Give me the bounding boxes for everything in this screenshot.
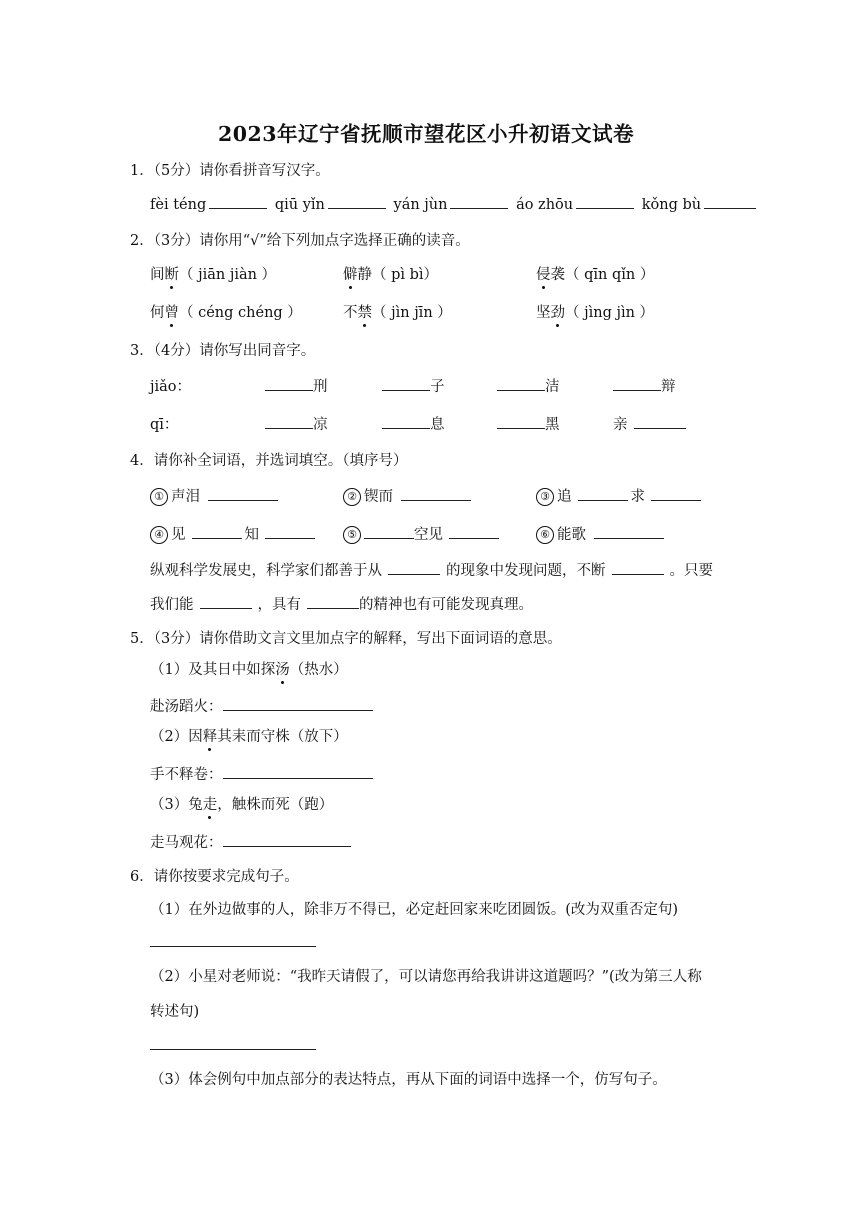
answer-line[interactable] xyxy=(150,946,316,947)
q4-item-4: ④ 见 知 xyxy=(150,523,318,544)
answer-blank[interactable] xyxy=(704,194,756,209)
q3-item: 辩 xyxy=(613,375,676,396)
answer-blank[interactable] xyxy=(364,524,414,539)
q5-answer-1: 赴汤蹈火： xyxy=(150,695,373,716)
answer-blank[interactable] xyxy=(449,524,499,539)
answer-blank[interactable] xyxy=(594,524,664,539)
pinyin-1: fèi téng xyxy=(150,197,207,213)
pinyin-5: kǒng bù xyxy=(641,197,702,213)
q2-item[interactable]: 侵袭（ qīn qǐn ） xyxy=(536,263,654,284)
q3-item: 凉 xyxy=(265,413,328,434)
q2-item[interactable]: 间断（ jiān jiàn ） xyxy=(150,263,276,284)
answer-blank[interactable] xyxy=(651,486,701,501)
q4-item-1: ① 声泪 xyxy=(150,485,281,506)
q3-item: 刑 xyxy=(265,375,328,396)
answer-blank[interactable] xyxy=(223,764,373,779)
q6-sentence-2: （2）小星对老师说：“我昨天请假了，可以请您再给我讲讲这道题吗？”(改为第三人称 xyxy=(150,969,702,985)
q6-sentence-2-cont: 转述句) xyxy=(150,1004,200,1020)
q4-item-5: ⑤ 空见 xyxy=(343,523,502,544)
q2-item[interactable]: 何曾（ céng chéng ） xyxy=(150,301,302,322)
q5-answer-2: 手不释卷： xyxy=(150,763,373,784)
q3-item: 黑 xyxy=(497,413,560,434)
answer-blank[interactable] xyxy=(208,486,278,501)
q4-paragraph-line1: 纵观科学发展史，科学家们都善于从 的现象中发现问题，不断 。只要 xyxy=(150,559,713,580)
answer-blank[interactable] xyxy=(328,194,386,209)
answer-blank[interactable] xyxy=(223,832,351,847)
answer-blank[interactable] xyxy=(576,194,634,209)
answer-blank[interactable] xyxy=(192,524,242,539)
q3-label: qī： xyxy=(150,417,179,433)
answer-blank[interactable] xyxy=(223,696,373,711)
q3-item: 子 xyxy=(382,375,445,396)
answer-blank[interactable] xyxy=(382,376,430,391)
answer-blank[interactable] xyxy=(497,414,545,429)
q3-item: 洁 xyxy=(497,375,560,396)
answer-line[interactable] xyxy=(150,1049,316,1050)
answer-blank[interactable] xyxy=(265,376,313,391)
q2-item[interactable]: 僻静（ pì bì） xyxy=(343,263,438,284)
q1-stem: 1．（5分）请你看拼音写汉字。 xyxy=(130,163,330,179)
q5-sentence-1: （1）及其日中如探汤（热水） xyxy=(150,658,348,679)
answer-blank[interactable] xyxy=(401,486,471,501)
pinyin-4: áo zhōu xyxy=(516,197,574,213)
q4-item-6: ⑥ 能歌 xyxy=(536,523,667,544)
answer-blank[interactable] xyxy=(265,524,315,539)
q3-item: 息 xyxy=(382,413,445,434)
q4-item-3: ③ 追 求 xyxy=(536,485,704,506)
q6-sentence-1: （1）在外边做事的人，除非万不得已，必定赶回家来吃团圆饭。(改为双重否定句) xyxy=(150,902,679,918)
answer-blank[interactable] xyxy=(497,376,545,391)
q6-stem: 6．请你按要求完成句子。 xyxy=(130,869,299,885)
q1-pinyin-row xyxy=(150,194,759,213)
q3-stem: 3．（4分）请你写出同音字。 xyxy=(130,343,316,359)
q2-stem: 2．（3分）请你用“√”给下列加点字选择正确的读音。 xyxy=(130,233,470,249)
q5-answer-3: 走马观花： xyxy=(150,831,351,852)
answer-blank[interactable] xyxy=(388,560,440,575)
answer-blank[interactable] xyxy=(265,414,313,429)
q4-stem: 4．请你补全词语，并选词填空。（填序号） xyxy=(130,453,408,469)
q3-item: 亲 xyxy=(613,413,689,434)
answer-blank[interactable] xyxy=(613,376,661,391)
pinyin-3: yán jùn xyxy=(393,197,448,213)
pinyin-2: qiū yǐn xyxy=(274,197,325,213)
answer-blank[interactable] xyxy=(578,486,628,501)
answer-blank[interactable] xyxy=(307,594,359,609)
q5-sentence-3: （3）兔走，触株而死（跑） xyxy=(150,793,333,814)
q6-sentence-3: （3）体会例句中加点部分的表达特点，再从下面的词语中选择一个，仿写句子。 xyxy=(150,1072,667,1088)
q5-sentence-2: （2）因释其耒而守株（放下） xyxy=(150,725,348,746)
q3-label: jiǎo： xyxy=(150,379,192,395)
q5-stem: 5．（3分）请你借助文言文里加点字的解释，写出下面词语的意思。 xyxy=(130,631,562,647)
q2-item[interactable]: 坚劲（ jìng jìn ） xyxy=(536,301,654,322)
q4-paragraph-line2: 我们能 ，具有 的精神也有可能发现真理。 xyxy=(150,593,533,614)
answer-blank[interactable] xyxy=(612,560,664,575)
answer-blank[interactable] xyxy=(634,414,686,429)
answer-blank[interactable] xyxy=(450,194,508,209)
q2-item[interactable]: 不禁（ jìn jīn ） xyxy=(343,301,452,322)
answer-blank[interactable] xyxy=(209,194,267,209)
answer-blank[interactable] xyxy=(382,414,430,429)
q4-item-2: ② 锲而 xyxy=(343,485,474,506)
page-title: 2023年辽宁省抚顺市望花区小升初语文试卷 xyxy=(218,122,635,146)
answer-blank[interactable] xyxy=(200,594,252,609)
